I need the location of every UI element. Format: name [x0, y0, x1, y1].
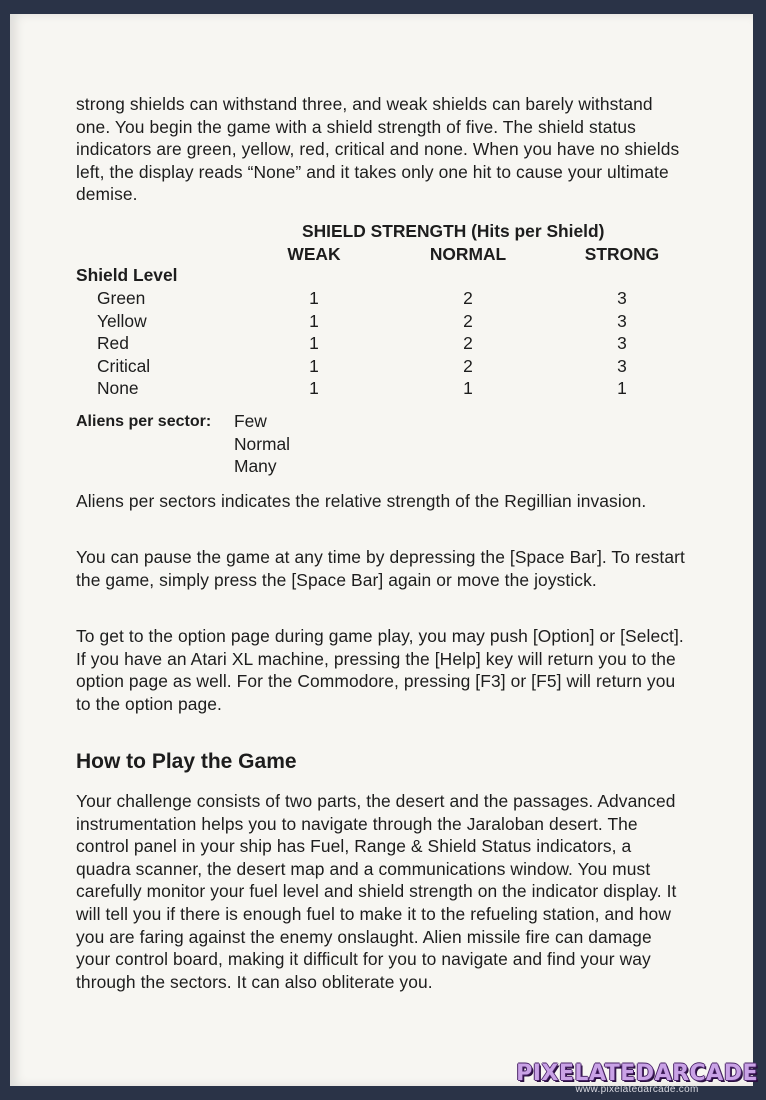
- column-strong: STRONG: [584, 244, 660, 264]
- cell-red-normal: 2: [463, 333, 473, 353]
- cell-yellow-strong: 3: [617, 311, 627, 331]
- cell-critical-normal: 2: [463, 356, 473, 376]
- shield-level-header: Shield Level: [76, 265, 178, 285]
- cell-yellow-normal: 2: [463, 311, 473, 331]
- shield-table-title: SHIELD STRENGTH (Hits per Shield): [302, 221, 605, 241]
- cell-green-strong: 3: [617, 288, 627, 308]
- watermark-url: www.pixelatedarcade.com: [575, 1084, 699, 1095]
- aliens-label: Aliens per sector:: [76, 413, 212, 430]
- aliens-option-few: Few: [234, 411, 267, 431]
- column-normal: NORMAL: [429, 244, 507, 264]
- column-weak: WEAK: [287, 244, 341, 264]
- paragraph-aliens: Aliens per sectors indicates the relative strength of the Regillian invasion.: [76, 491, 647, 511]
- cell-red-strong: 3: [617, 333, 627, 353]
- row-label-red: Red: [97, 333, 129, 353]
- paragraph-shields-intro: strong shields can withstand three, and weak shields can barely withstand one. You begin the game with a shield strength of five. The shield status indicators are green, yellow, red, critical and none. When you have no shields left, the display reads “None” and it takes only one hit to cause your ultimate demise.: [76, 94, 680, 205]
- cell-critical-weak: 1: [309, 356, 319, 376]
- cell-green-weak: 1: [309, 288, 319, 308]
- cell-yellow-weak: 1: [309, 311, 319, 331]
- row-label-green: Green: [97, 288, 146, 308]
- cell-critical-strong: 3: [617, 356, 627, 376]
- watermark-logo: PIXELATEDARCADE: [516, 1061, 758, 1086]
- section-heading: How to Play the Game: [76, 750, 297, 773]
- paragraph-how-to-play: Your challenge consists of two parts, the desert and the passages. Advanced instrumentation helps you to navigate through the Jaraloban desert. The control panel in your ship has Fuel, Range & Shield Status indicators, a quadra scanner, the desert map and a communications window. You must carefully monitor your fuel level and shield strength on the indicator display. It will tell you if there is enough fuel to make it to the refueling station, and how you are faring against the enemy onslaught. Alien missile fire can damage your control board, making it difficult for you to navigate and find your way through the sectors. It can also obliterate you.: [76, 791, 677, 992]
- watermark: [516, 1061, 758, 1095]
- row-label-none: None: [97, 378, 139, 398]
- row-label-critical: Critical: [97, 356, 151, 376]
- cell-none-weak: 1: [309, 378, 319, 398]
- cell-red-weak: 1: [309, 333, 319, 353]
- manual-page: [10, 14, 753, 1086]
- cell-none-strong: 1: [617, 378, 627, 398]
- aliens-option-many: Many: [234, 456, 277, 476]
- aliens-option-normal: Normal: [234, 434, 291, 454]
- paragraph-pause: You can pause the game at any time by depressing the [Space Bar]. To restart the game, simply press the [Space Bar] again or move the joystick.: [76, 547, 685, 590]
- row-label-yellow: Yellow: [97, 311, 147, 331]
- cell-green-normal: 2: [463, 288, 473, 308]
- cell-none-normal: 1: [463, 378, 473, 398]
- paragraph-options: To get to the option page during game play, you may push [Option] or [Select]. If you have an Atari XL machine, pressing the [Help] key will return you to the option page as well. For the Commodore, pressing [F3] or [F5] will return you to the option page.: [76, 626, 684, 714]
